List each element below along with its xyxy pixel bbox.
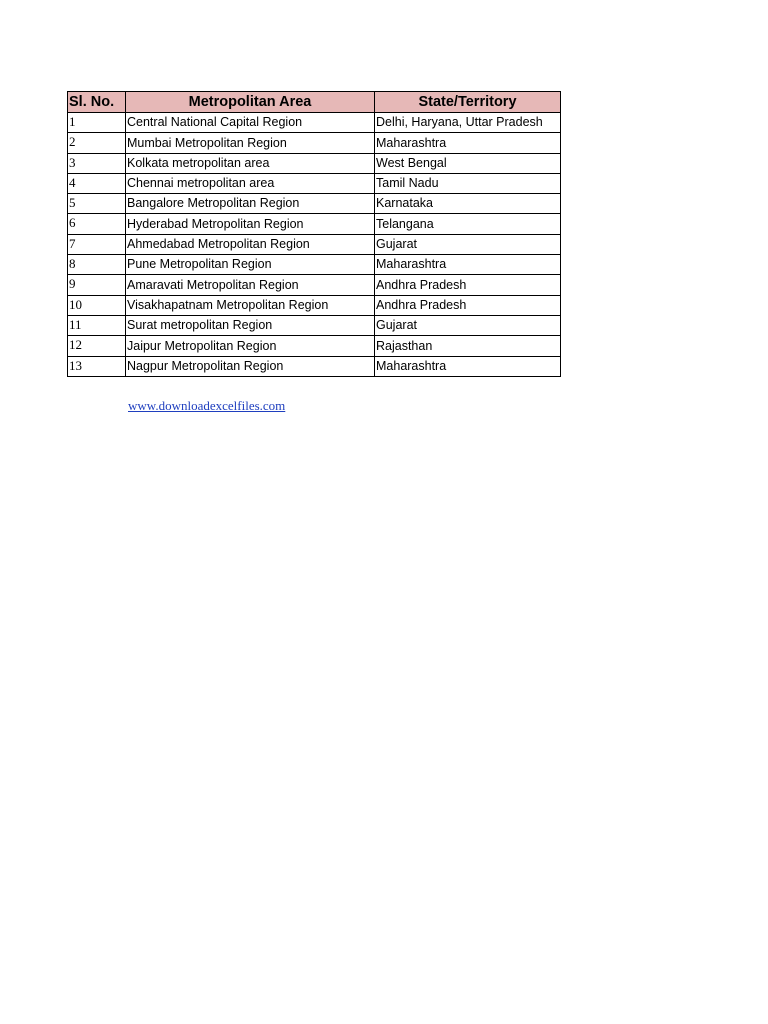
cell-metropolitan-area: Amaravati Metropolitan Region bbox=[126, 275, 375, 295]
table-row bbox=[68, 214, 561, 234]
cell-sl-no: 6 bbox=[68, 214, 126, 234]
cell-sl-no: 9 bbox=[68, 275, 126, 295]
table-row bbox=[68, 315, 561, 335]
cell-metropolitan-area: Surat metropolitan Region bbox=[126, 315, 375, 335]
cell-state-territory: Maharashtra bbox=[375, 356, 561, 376]
table-row bbox=[68, 173, 561, 193]
table-row bbox=[68, 153, 561, 173]
cell-metropolitan-area: Bangalore Metropolitan Region bbox=[126, 194, 375, 214]
cell-metropolitan-area: Jaipur Metropolitan Region bbox=[126, 336, 375, 356]
cell-metropolitan-area: Visakhapatnam Metropolitan Region bbox=[126, 295, 375, 315]
cell-state-territory: Maharashtra bbox=[375, 133, 561, 153]
table-row bbox=[68, 133, 561, 153]
table-row bbox=[68, 275, 561, 295]
cell-metropolitan-area: Ahmedabad Metropolitan Region bbox=[126, 234, 375, 254]
cell-sl-no: 8 bbox=[68, 255, 126, 275]
cell-state-territory: Andhra Pradesh bbox=[375, 275, 561, 295]
cell-state-territory: Rajasthan bbox=[375, 336, 561, 356]
cell-sl-no: 12 bbox=[68, 336, 126, 356]
cell-sl-no: 5 bbox=[68, 194, 126, 214]
cell-sl-no: 3 bbox=[68, 153, 126, 173]
header-metropolitan-area: Metropolitan Area bbox=[126, 92, 375, 113]
table-row bbox=[68, 336, 561, 356]
cell-sl-no: 10 bbox=[68, 295, 126, 315]
cell-metropolitan-area: Nagpur Metropolitan Region bbox=[126, 356, 375, 376]
table-row bbox=[68, 356, 561, 376]
cell-metropolitan-area: Pune Metropolitan Region bbox=[126, 255, 375, 275]
website-link[interactable]: www.downloadexcelfiles.com bbox=[128, 398, 286, 413]
cell-state-territory: Gujarat bbox=[375, 315, 561, 335]
cell-sl-no: 7 bbox=[68, 234, 126, 254]
cell-metropolitan-area: Kolkata metropolitan area bbox=[126, 153, 375, 173]
cell-state-territory: Andhra Pradesh bbox=[375, 295, 561, 315]
cell-sl-no: 1 bbox=[68, 113, 126, 133]
cell-state-territory: Karnataka bbox=[375, 194, 561, 214]
cell-state-territory: Tamil Nadu bbox=[375, 173, 561, 193]
cell-state-territory: Telangana bbox=[375, 214, 561, 234]
table-row bbox=[68, 295, 561, 315]
cell-sl-no: 11 bbox=[68, 315, 126, 335]
table-row bbox=[68, 113, 561, 133]
cell-sl-no: 13 bbox=[68, 356, 126, 376]
table-row bbox=[68, 255, 561, 275]
cell-state-territory: West Bengal bbox=[375, 153, 561, 173]
cell-sl-no: 2 bbox=[68, 133, 126, 153]
table-row bbox=[68, 234, 561, 254]
cell-state-territory: Delhi, Haryana, Uttar Pradesh bbox=[375, 113, 561, 133]
metropolitan-areas-table bbox=[67, 91, 561, 377]
cell-state-territory: Gujarat bbox=[375, 234, 561, 254]
cell-state-territory: Maharashtra bbox=[375, 255, 561, 275]
header-row bbox=[68, 92, 561, 113]
cell-metropolitan-area: Chennai metropolitan area bbox=[126, 173, 375, 193]
header-state-territory: State/Territory bbox=[375, 92, 561, 113]
cell-sl-no: 4 bbox=[68, 173, 126, 193]
cell-metropolitan-area: Hyderabad Metropolitan Region bbox=[126, 214, 375, 234]
cell-metropolitan-area: Mumbai Metropolitan Region bbox=[126, 133, 375, 153]
header-sl-no: Sl. No. bbox=[68, 92, 126, 113]
table-body bbox=[68, 113, 561, 377]
table-row bbox=[68, 194, 561, 214]
cell-metropolitan-area: Central National Capital Region bbox=[126, 113, 375, 133]
